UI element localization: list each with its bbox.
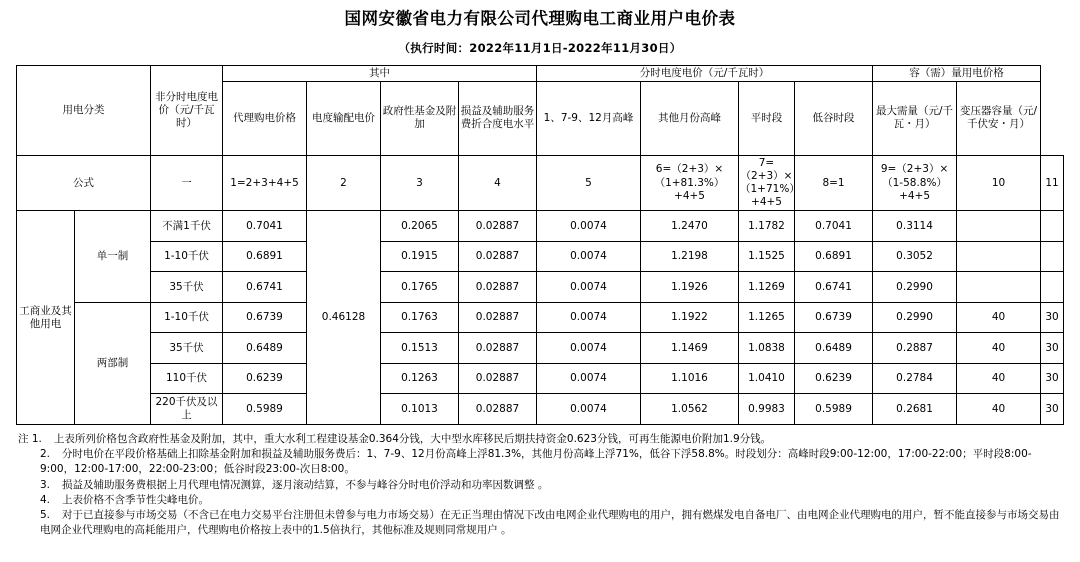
header-category: 用电分类	[17, 65, 151, 155]
cell-flat-price: 0.6741	[223, 272, 307, 303]
note-text: 分时电价在平段价格基础上扣除基金附加和损益及辅助服务费后：1、7-9、12月份高峰上浮81.3%，其他月份高峰上浮71%，低谷下浮58.8%。时段划分：高峰时段9:00-12:00，17:00-22:00；平时段8:00-9:00，12:00-17:00，22:00-23:00；低谷时段23:00-次日8:00。	[40, 448, 1032, 476]
cell-transformer: 30	[1041, 302, 1064, 333]
cell-max-demand: 40	[957, 394, 1041, 425]
cell-peak-winter: 1.1016	[641, 363, 739, 394]
cell-loss-aux: 0.0074	[537, 333, 641, 364]
cell-transmission: 0.1263	[381, 363, 459, 394]
cell-gov-fund: 0.02887	[459, 241, 537, 272]
cell-peak-other: 1.0838	[739, 333, 795, 364]
cell-voltage: 1-10千伏	[151, 241, 223, 272]
cell-agent-price-merged: 0.46128	[307, 211, 381, 425]
formula-peak-winter: 6=（2+3）×（1+81.3%）+4+5	[641, 155, 739, 211]
cell-transformer: 30	[1041, 333, 1064, 364]
subcategory-label: 两部制	[75, 302, 151, 424]
cell-flat-period: 0.5989	[795, 394, 873, 425]
note-number: 1.	[31, 432, 42, 445]
note-number: 2.	[40, 448, 51, 461]
note-text: 损益及辅助服务费根据上月代理电情况测算，逐月滚动结算，不参与峰谷分时电价浮动和功率因数调整 。	[62, 478, 549, 491]
table-row	[17, 394, 1064, 425]
cell-peak-winter: 1.2198	[641, 241, 739, 272]
cell-flat-period: 0.6891	[795, 241, 873, 272]
formula-max-demand: 10	[957, 155, 1041, 211]
cell-flat-price: 0.6739	[223, 302, 307, 333]
cell-transmission: 0.1765	[381, 272, 459, 303]
cell-peak-winter: 1.0562	[641, 394, 739, 425]
cell-max-demand	[957, 272, 1041, 303]
cell-max-demand: 40	[957, 363, 1041, 394]
cell-peak-winter: 1.1922	[641, 302, 739, 333]
cell-loss-aux: 0.0074	[537, 363, 641, 394]
note-item	[18, 447, 1062, 477]
cell-voltage: 35千伏	[151, 272, 223, 303]
cell-peak-other: 1.1782	[739, 211, 795, 242]
cell-gov-fund: 0.02887	[459, 333, 537, 364]
cell-peak-winter: 1.1926	[641, 272, 739, 303]
note-text: 上表价格不含季节性尖峰电价。	[62, 493, 209, 506]
cell-transmission: 0.1013	[381, 394, 459, 425]
page-subtitle: （执行时间：2022年11月1日-2022年11月30日）	[398, 40, 682, 55]
electricity-price-table	[16, 65, 1064, 425]
cell-transmission: 0.1763	[381, 302, 459, 333]
header-flat-period: 平时段	[739, 81, 795, 155]
cell-flat-period: 0.7041	[795, 211, 873, 242]
cell-flat-price: 0.6891	[223, 241, 307, 272]
cell-transmission: 0.1513	[381, 333, 459, 364]
cell-max-demand: 40	[957, 302, 1041, 333]
page-title: 国网安徽省电力有限公司代理购电工商业用户电价表	[344, 9, 736, 28]
note-number: 4.	[40, 493, 51, 506]
cell-flat-price: 0.7041	[223, 211, 307, 242]
cell-flat-price: 0.6489	[223, 333, 307, 364]
note-item	[18, 478, 1062, 493]
cell-loss-aux: 0.0074	[537, 272, 641, 303]
cell-gov-fund: 0.02887	[459, 394, 537, 425]
cell-max-demand	[957, 211, 1041, 242]
header-transformer: 变压器容量（元/千伏安・月）	[957, 81, 1041, 155]
cell-loss-aux: 0.0074	[537, 211, 641, 242]
header-group-among: 其中	[223, 65, 537, 81]
cell-peak-other: 1.1525	[739, 241, 795, 272]
cell-voltage: 110千伏	[151, 363, 223, 394]
formula-agent-price: 2	[307, 155, 381, 211]
cell-flat-price: 0.6239	[223, 363, 307, 394]
cell-transformer: 30	[1041, 394, 1064, 425]
cell-valley: 0.2784	[873, 363, 957, 394]
notes-section	[18, 432, 1062, 539]
header-max-demand: 最大需量（元/千瓦・月）	[873, 81, 957, 155]
cell-flat-price: 0.5989	[223, 394, 307, 425]
table-row	[17, 363, 1064, 394]
formula-flat-period: 8=1	[795, 155, 873, 211]
header-valley: 低谷时段	[795, 81, 873, 155]
cell-loss-aux: 0.0074	[537, 394, 641, 425]
header-gov-fund: 政府性基金及附加	[381, 81, 459, 155]
cell-gov-fund: 0.02887	[459, 211, 537, 242]
cell-valley: 0.3114	[873, 211, 957, 242]
cell-peak-other: 0.9983	[739, 394, 795, 425]
header-group-tou: 分时电度电价（元/千瓦时）	[537, 65, 873, 81]
category-label: 工商业及其他用电	[17, 211, 75, 425]
cell-valley: 0.2887	[873, 333, 957, 364]
notes-prefix: 注	[18, 432, 29, 445]
cell-flat-period: 0.6489	[795, 333, 873, 364]
header-group-capacity: 容（需）量用电价格	[873, 65, 1041, 81]
cell-gov-fund: 0.02887	[459, 363, 537, 394]
subcategory-label: 单一制	[75, 211, 151, 303]
header-peak-other: 其他月份高峰	[641, 81, 739, 155]
cell-max-demand: 40	[957, 333, 1041, 364]
table-header-row-1	[17, 65, 1064, 81]
cell-voltage: 220千伏及以上	[151, 394, 223, 425]
cell-loss-aux: 0.0074	[537, 241, 641, 272]
cell-loss-aux: 0.0074	[537, 302, 641, 333]
note-text: 对于已直接参与市场交易（不含已在电力交易平台注册但未曾参与电力市场交易）在无正当理由情况下改由电网企业代理购电的用户，拥有燃煤发电自备电厂、由电网企业代理购电的用户，暂不能直接参与市场交易由电网企业代理购电的高耗能用户，代理购电价格按上表中的1.5倍执行，其他标准及规则同常规用户 。	[40, 509, 1060, 537]
formula-row	[17, 155, 1064, 211]
formula-transmission: 3	[381, 155, 459, 211]
cell-gov-fund: 0.02887	[459, 272, 537, 303]
cell-valley: 0.3052	[873, 241, 957, 272]
cell-transmission: 0.1915	[381, 241, 459, 272]
cell-valley: 0.2990	[873, 272, 957, 303]
cell-transformer: 30	[1041, 363, 1064, 394]
note-item	[18, 493, 1062, 508]
cell-peak-other: 1.1269	[739, 272, 795, 303]
note-item	[18, 432, 1062, 447]
cell-peak-winter: 1.1469	[641, 333, 739, 364]
cell-voltage: 1-10千伏	[151, 302, 223, 333]
formula-transformer: 11	[1041, 155, 1064, 211]
cell-voltage: 不满1千伏	[151, 211, 223, 242]
cell-max-demand	[957, 241, 1041, 272]
formula-gov-fund: 4	[459, 155, 537, 211]
table-row	[17, 241, 1064, 272]
note-text: 上表所列价格包含政府性基金及附加，其中，重大水利工程建设基金0.364分钱，大中型水库移民后期扶持资金0.623分钱，可再生能源电价附加1.9分钱。	[53, 432, 772, 445]
formula-voltage: 一	[151, 155, 223, 211]
cell-transmission: 0.2065	[381, 211, 459, 242]
cell-gov-fund: 0.02887	[459, 302, 537, 333]
cell-flat-period: 0.6739	[795, 302, 873, 333]
formula-flat-price: 1=2+3+4+5	[223, 155, 307, 211]
cell-transformer	[1041, 211, 1064, 242]
note-number: 3.	[40, 478, 51, 491]
note-item	[18, 508, 1062, 538]
cell-flat-period: 0.6741	[795, 272, 873, 303]
cell-peak-winter: 1.2470	[641, 211, 739, 242]
cell-transformer	[1041, 241, 1064, 272]
table-row	[17, 211, 1064, 242]
header-agent-price: 代理购电价格	[223, 81, 307, 155]
formula-valley: 9=（2+3）×（1-58.8%）+4+5	[873, 155, 957, 211]
table-row	[17, 302, 1064, 333]
header-transmission: 电度输配电价	[307, 81, 381, 155]
cell-transformer	[1041, 272, 1064, 303]
header-flat-price: 非分时电度电价（元/千瓦时）	[151, 65, 223, 155]
table-row	[17, 272, 1064, 303]
cell-valley: 0.2681	[873, 394, 957, 425]
cell-peak-other: 1.1265	[739, 302, 795, 333]
cell-peak-other: 1.0410	[739, 363, 795, 394]
formula-loss-aux: 5	[537, 155, 641, 211]
header-loss-aux: 损益及辅助服务费折合度电水平	[459, 81, 537, 155]
header-peak-winter: 1、7-9、12月高峰	[537, 81, 641, 155]
table-row	[17, 333, 1064, 364]
cell-voltage: 35千伏	[151, 333, 223, 364]
cell-flat-period: 0.6239	[795, 363, 873, 394]
formula-label: 公式	[17, 155, 151, 211]
note-number: 5.	[40, 509, 51, 522]
formula-peak-other: 7=（2+3）×（1+71%）+4+5	[739, 155, 795, 211]
cell-valley: 0.2990	[873, 302, 957, 333]
